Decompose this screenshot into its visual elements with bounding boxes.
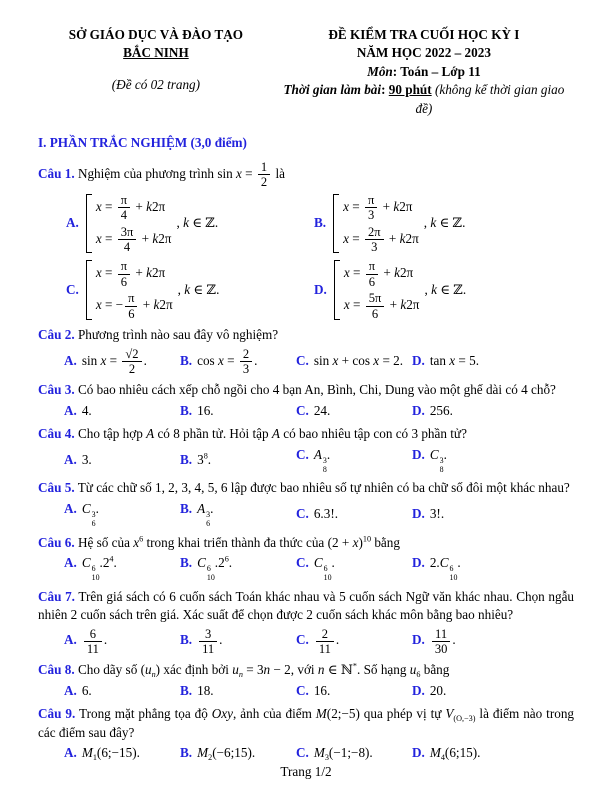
exam-title: ĐỀ KIỂM TRA CUỐI HỌC KỲ I [328,27,520,42]
question-4 [38,425,574,474]
option-a [66,193,314,255]
question-8 [38,661,574,700]
option-a: A. 3. [64,451,92,467]
option-b: B. $M_2(-6;15)$. [180,745,256,763]
subject-line: Môn: Toán – Lớp 11 [367,63,481,79]
question-5 [38,479,574,528]
question-3 [38,381,574,420]
question-label: Câu 4. [38,426,75,442]
option-d: D. tan x = 5. [412,353,480,369]
left-bracket [334,260,340,320]
question-label: Câu 9. [38,706,76,722]
question-8-options [38,682,574,700]
option-d: D. $M_4(6;15)$. [412,745,481,763]
option-b: B. C 6 10 $.2^6$. [180,554,233,583]
option-letter: C. [66,282,79,298]
question-4-options [38,446,574,475]
question-6 [38,534,574,583]
header-exam-info [274,26,574,118]
option-b: B. cos x = $\frac{2}{3}$ . [180,346,258,377]
option-d: D. 256. [412,402,453,418]
cases-group: x = $\frac{\pi}{4}$ + k2π x = $\frac{3\pi}{4}$ + k2π , k ∈ ℤ. [84,193,218,255]
option-c: C. C 6 10 . [296,555,335,583]
page-number: Trang 1/2 [280,763,332,779]
question-9-options [38,744,574,762]
option-d: D. 2.C 6 10 . [412,555,461,583]
question-5-options [38,500,574,529]
question-2 [38,326,574,376]
question-1 [38,160,574,321]
question-text: Câu 8. Cho dãy số $(u_n)$ xác định bởi $u_n = 3n - 2$, với n ∈ ℕ*. Số hạng $u_6$ bằng [38,661,450,680]
option-d: D. 20. [412,682,447,698]
option-d: D. 3!. [412,505,445,521]
duration-line: Thời gian làm bài: 90 phút (không kể thời gian giao đề) [283,82,565,116]
option-letter: A. [66,215,79,231]
question-label: Câu 1. [38,165,75,181]
question-text: Câu 1. Nghiệm của phương trình sin x = $\frac{1}{2}$ là [38,159,285,190]
header-issuer [38,26,274,118]
question-text: Câu 9. Trong mặt phẳng tọa độ Oxy, ảnh của điểm M(2;−5) qua phép vị tự $V_{(O,-3)}$ là điểm nào trong các điểm sau đây? [38,706,575,740]
question-9 [38,705,574,762]
question-3-options [38,402,574,420]
option-c: C. $M_3(-1;-8)$. [296,745,373,763]
question-text: Câu 4. Cho tập hợp A có 8 phần tử. Hỏi tập A có bao nhiêu tập con có 3 phần tử? [38,426,467,442]
option-c: C. 16. [296,682,331,698]
option-b: B. $3^8$. [180,451,212,467]
cases-group: x = $\frac{\pi}{3}$ + k2π x = $\frac{2\pi}{3}$ + k2π , k ∈ ℤ. [331,193,465,255]
question-2-options [38,347,574,377]
option-a: A. C 3 6 . [64,500,99,529]
question-label: Câu 2. [38,327,75,343]
question-label: Câu 5. [38,480,75,496]
cases-group: x = $\frac{\pi}{6}$ + k2π x = − $\frac{\pi}{6}$ + k2π , k ∈ ℤ. [84,259,220,321]
option-b: B. A 3 6 . [180,500,214,529]
option-b: B. $\frac{3}{11}$ . [180,626,223,656]
school-year: NĂM HỌC 2022 – 2023 [356,45,491,61]
option-a: A. sin x = $\frac{√2}{2}$ . [64,346,147,377]
question-7 [38,588,574,657]
question-text: Câu 6. Hệ số của $x^6$ trong khai triển thành đa thức của $(2 + x)^{10}$ bằng [38,534,400,550]
left-bracket [86,260,92,320]
question-7-options [38,627,574,657]
option-d [314,259,574,321]
option-letter: B. [314,215,327,231]
question-text: Câu 2. Phương trình nào sau đây vô nghiệm? [38,327,279,343]
left-bracket [86,194,92,254]
issuer-line2: BẮC NINH [123,45,189,61]
option-c: C. 6.3!. [296,505,339,521]
question-6-options [38,554,574,583]
left-bracket [333,194,339,254]
pages-note: (Đề có 02 trang) [111,76,201,92]
question-label: Câu 3. [38,382,75,398]
issuer-line1: SỞ GIÁO DỤC VÀ ĐÀO TẠO [68,27,244,42]
question-label: Câu 8. [38,662,75,678]
option-a: A. C 6 10 $.2^4$. [64,554,117,583]
option-c [66,259,314,321]
question-text: Câu 7. Trên giá sách có 6 cuốn sách Toán khác nhau và 5 cuốn sách Ngữ văn khác nhau. Chọn ngẫu nhiên 2 cuốn sách trên giá. Xác suất để chọn được 2 cuốn sách khác môn bằng bao nhiêu? [38,588,575,623]
option-c: C. A 3 8 . [296,446,331,475]
question-text: Câu 3. Có bao nhiêu cách xếp chỗ ngồi cho 4 bạn An, Bình, Chi, Dung vào một ghế dài có 4 chỗ? [38,382,556,398]
option-a: A. 4. [64,402,92,418]
option-a: A. $\frac{6}{11}$ . [64,626,108,656]
exam-header [38,26,574,118]
option-c: C. 24. [296,402,331,418]
question-label: Câu 7. [38,588,75,604]
option-b: B. 16. [180,402,214,418]
question-1-options [38,193,574,321]
question-text: Câu 5. Từ các chữ số 1, 2, 3, 4, 5, 6 lập được bao nhiêu số tự nhiên có ba chữ số đôi một khác nhau? [38,480,570,496]
option-letter: D. [314,282,327,298]
cases-group: x = $\frac{\pi}{6}$ + k2π x = $\frac{5\pi}{6}$ + k2π , k ∈ ℤ. [332,259,466,321]
section-title: I. PHẦN TRẮC NGHIỆM (3,0 điểm) [38,135,247,151]
option-c: C. $\frac{2}{11}$ . [296,626,340,656]
option-c: C. sin x + cos x = 2. [296,353,404,369]
option-d: D. C 3 8 . [412,446,447,475]
option-b: B. 18. [180,682,214,698]
option-a: A. $M_1(6;-15)$. [64,745,140,763]
option-a: A. 6. [64,682,92,698]
question-label: Câu 6. [38,534,75,550]
option-b [314,193,574,255]
option-d: D. $\frac{11}{30}$ . [412,626,456,656]
